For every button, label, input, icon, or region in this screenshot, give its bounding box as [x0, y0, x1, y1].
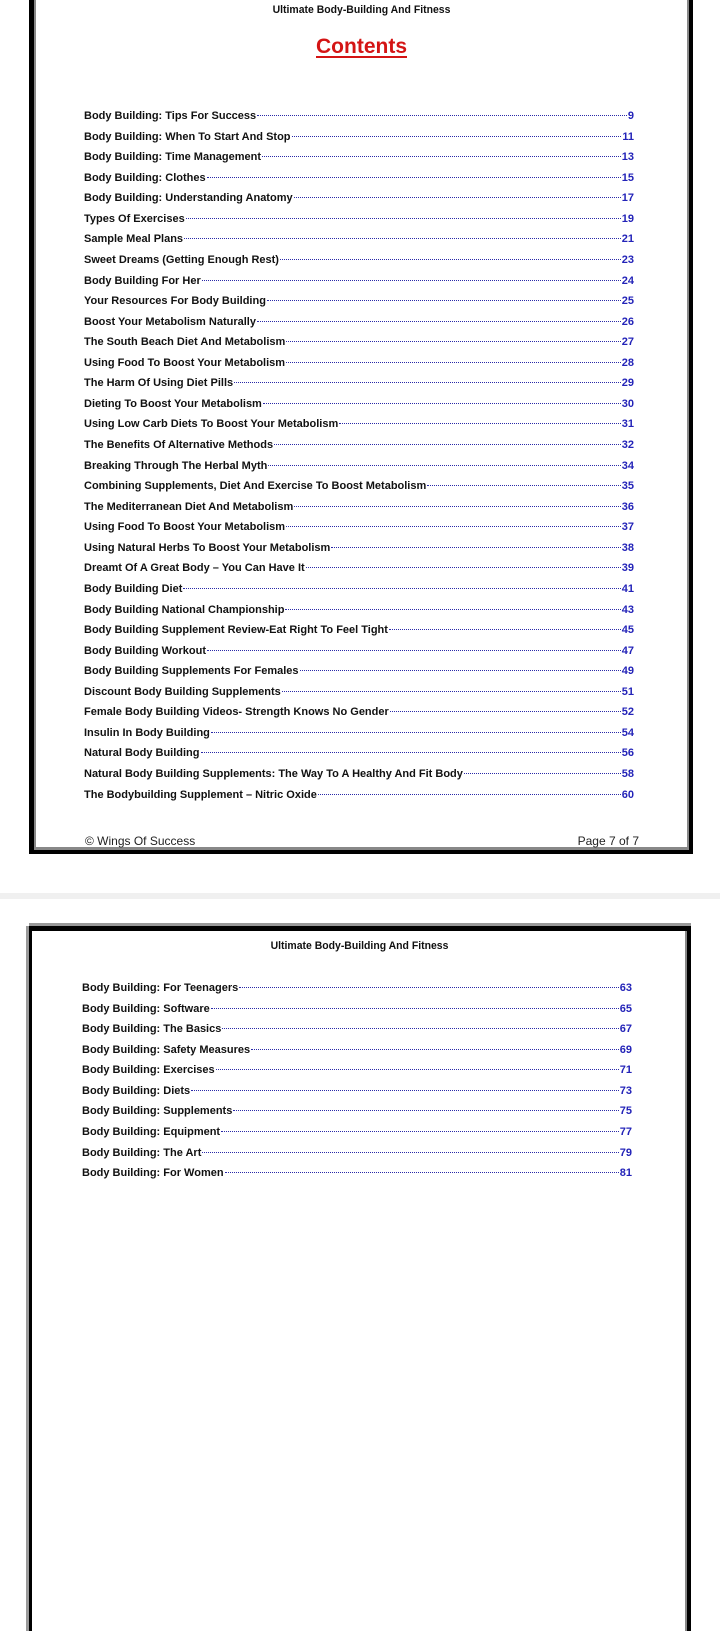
toc-entry-page[interactable]: 51	[621, 685, 634, 698]
toc-entry-title: Breaking Through The Herbal Myth	[84, 459, 268, 472]
toc-entry-title: Body Building: Safety Measures	[82, 1043, 251, 1056]
dot-leader	[285, 609, 620, 610]
toc-entry-title: Body Building: Equipment	[82, 1125, 221, 1138]
toc-entry[interactable]	[84, 661, 634, 682]
dot-leader	[184, 238, 621, 239]
toc-entry[interactable]	[84, 723, 634, 744]
toc-entry[interactable]	[84, 702, 634, 723]
toc-entry-page[interactable]: 30	[621, 397, 634, 410]
dot-leader	[225, 1172, 619, 1173]
toc-entry-title: Using Food To Boost Your Metabolism	[84, 356, 286, 369]
toc-entry-title: Body Building National Championship	[84, 603, 285, 616]
dot-leader	[339, 423, 621, 424]
toc-entry[interactable]	[84, 785, 634, 806]
toc-entry[interactable]	[82, 1163, 632, 1184]
toc-entry-page[interactable]: 13	[621, 151, 634, 164]
dot-leader	[274, 444, 621, 445]
toc-entry-title: Natural Body Building Supplements: The Way To A Healthy And Fit Body	[84, 768, 463, 780]
toc-entry-page[interactable]: 73	[619, 1084, 632, 1097]
dot-leader	[222, 1028, 618, 1029]
dot-leader	[306, 567, 621, 568]
dot-leader	[183, 588, 620, 589]
toc-entry-page[interactable]: 63	[619, 982, 632, 994]
toc-entry-title: Sample Meal Plans	[84, 233, 184, 246]
toc-entry[interactable]	[82, 1122, 632, 1143]
toc-entry-title: Body Building: When To Start And Stop	[84, 130, 291, 143]
toc-entry[interactable]	[84, 250, 634, 271]
dot-leader	[207, 177, 621, 178]
table-of-contents-continued	[82, 978, 632, 1184]
toc-entry-page[interactable]: 21	[621, 233, 634, 246]
toc-entry-page[interactable]: 47	[621, 644, 634, 657]
dot-leader	[427, 485, 620, 486]
document-page-8	[29, 926, 691, 1631]
toc-entry-page[interactable]: 17	[621, 192, 634, 205]
toc-entry[interactable]	[84, 209, 634, 230]
dot-leader	[318, 794, 621, 795]
dot-leader	[257, 321, 621, 322]
toc-entry[interactable]	[82, 1081, 632, 1102]
toc-entry-page[interactable]: 54	[621, 726, 634, 739]
dot-leader	[251, 1049, 619, 1050]
toc-entry-title: Body Building: Tips For Success	[84, 110, 257, 122]
dot-leader	[239, 987, 618, 988]
toc-entry-page[interactable]: 58	[621, 768, 634, 780]
toc-entry[interactable]	[84, 435, 634, 456]
toc-entry-title: Sweet Dreams (Getting Enough Rest)	[84, 253, 279, 266]
toc-entry-title: Using Natural Herbs To Boost Your Metabolism	[84, 541, 331, 554]
toc-entry-page[interactable]: 26	[621, 315, 634, 328]
dot-leader	[390, 711, 621, 712]
toc-entry-title: Dieting To Boost Your Metabolism	[84, 397, 262, 410]
toc-entry-title: The Bodybuilding Supplement – Nitric Oxide	[84, 788, 317, 801]
toc-entry-page[interactable]: 9	[627, 110, 634, 122]
toc-entry-page[interactable]: 37	[621, 521, 634, 534]
toc-entry-page[interactable]: 79	[619, 1146, 632, 1159]
dot-leader	[267, 300, 621, 301]
dot-leader	[216, 1069, 619, 1070]
dot-leader	[268, 465, 620, 466]
toc-entry-title: Dreamt Of A Great Body – You Can Have It	[84, 562, 305, 575]
toc-entry-title: Body Building: The Art	[82, 1146, 202, 1159]
toc-entry[interactable]	[84, 682, 634, 703]
toc-entry-page[interactable]: 56	[621, 747, 634, 760]
toc-entry-title: Body Building: The Basics	[82, 1023, 222, 1036]
toc-entry-page[interactable]: 49	[621, 665, 634, 678]
toc-entry-page[interactable]: 36	[621, 500, 634, 513]
toc-entry[interactable]	[84, 538, 634, 559]
dot-leader	[389, 629, 621, 630]
toc-entry-title: Body Building: Clothes	[84, 171, 206, 184]
table-of-contents	[84, 106, 634, 805]
dot-leader	[221, 1131, 619, 1132]
running-header: Ultimate Body-Building And Fitness	[270, 940, 449, 952]
toc-entry-title: Body Building: Understanding Anatomy	[84, 192, 293, 205]
toc-entry-title: Body Building: Diets	[82, 1084, 191, 1097]
toc-entry[interactable]	[84, 291, 634, 312]
toc-entry-title: Body Building Supplements For Females	[84, 665, 299, 678]
dot-leader	[201, 752, 621, 753]
toc-entry-title: Boost Your Metabolism Naturally	[84, 315, 256, 328]
dot-leader	[191, 1090, 619, 1091]
dot-leader	[282, 691, 621, 692]
dot-leader	[300, 670, 621, 671]
dot-leader	[294, 506, 621, 507]
footer-copyright: © Wings Of Success	[85, 834, 196, 848]
toc-entry[interactable]	[84, 168, 634, 189]
toc-entry[interactable]	[84, 641, 634, 662]
dot-leader	[280, 259, 621, 260]
toc-entry-title: Your Resources For Body Building	[84, 295, 266, 308]
toc-entry-page[interactable]: 69	[619, 1043, 632, 1056]
dot-leader	[233, 1110, 618, 1111]
document-page-7	[29, 0, 693, 854]
toc-entry-title: The Mediterranean Diet And Metabolism	[84, 500, 294, 513]
toc-entry-title: Using Food To Boost Your Metabolism	[84, 521, 286, 534]
toc-entry-page[interactable]: 60	[621, 788, 634, 801]
toc-entry[interactable]	[82, 1101, 632, 1122]
toc-entry-page[interactable]: 28	[621, 356, 634, 369]
toc-entry[interactable]	[84, 743, 634, 764]
toc-entry-title: Using Low Carb Diets To Boost Your Metabolism	[84, 418, 339, 431]
toc-entry-page[interactable]: 15	[621, 171, 634, 184]
toc-entry[interactable]	[84, 229, 634, 250]
running-header: Ultimate Body-Building And Fitness	[272, 4, 451, 16]
dot-leader	[286, 526, 621, 527]
toc-entry-page[interactable]: 19	[621, 212, 634, 225]
toc-entry[interactable]	[84, 497, 634, 518]
toc-entry-title: Natural Body Building	[84, 747, 200, 760]
dot-leader	[294, 197, 621, 198]
toc-entry-page[interactable]: 67	[619, 1023, 632, 1036]
toc-entry-page[interactable]: 77	[619, 1125, 632, 1138]
toc-entry-page[interactable]: 65	[619, 1002, 632, 1015]
toc-entry[interactable]	[84, 353, 634, 374]
dot-leader	[186, 218, 621, 219]
dot-leader	[234, 382, 621, 383]
toc-entry-page[interactable]: 27	[621, 336, 634, 349]
toc-entry-page[interactable]: 38	[621, 541, 634, 554]
toc-entry-page[interactable]: 75	[619, 1105, 632, 1118]
dot-leader	[292, 136, 622, 137]
dot-leader	[286, 362, 621, 363]
toc-entry-title: Body Building Diet	[84, 582, 183, 595]
page-separator	[0, 893, 720, 899]
toc-entry-title: Body Building: For Women	[82, 1167, 224, 1180]
toc-entry[interactable]	[84, 517, 634, 538]
toc-entry[interactable]	[84, 332, 634, 353]
toc-entry[interactable]	[84, 414, 634, 435]
toc-entry-page[interactable]: 29	[621, 377, 634, 390]
toc-entry-title: Insulin In Body Building	[84, 726, 210, 739]
toc-entry-page[interactable]: 45	[621, 624, 634, 637]
toc-entry-title: The Benefits Of Alternative Methods	[84, 439, 274, 451]
toc-entry-page[interactable]: 71	[619, 1064, 632, 1077]
toc-entry[interactable]	[82, 1019, 632, 1040]
toc-entry-page[interactable]: 52	[621, 706, 634, 719]
toc-entry-page[interactable]: 32	[621, 439, 634, 451]
toc-entry[interactable]	[84, 620, 634, 641]
toc-entry-title: Types Of Exercises	[84, 212, 185, 225]
toc-entry-page[interactable]: 35	[621, 480, 634, 493]
toc-entry-page[interactable]: 81	[619, 1167, 632, 1180]
dot-leader	[257, 115, 627, 116]
toc-entry-page[interactable]: 31	[621, 418, 634, 431]
toc-entry[interactable]	[84, 558, 634, 579]
toc-entry[interactable]	[84, 106, 634, 127]
dot-leader	[211, 1008, 619, 1009]
toc-entry[interactable]	[82, 978, 632, 999]
toc-entry-title: Body Building: Time Management	[84, 151, 262, 164]
toc-entry[interactable]	[84, 764, 634, 785]
toc-entry[interactable]	[84, 271, 634, 292]
toc-entry-title: Body Building: For Teenagers	[82, 982, 239, 994]
toc-entry-title: Female Body Building Videos- Strength Knows No Gender	[84, 706, 389, 719]
dot-leader	[202, 280, 621, 281]
toc-entry-title: Body Building: Software	[82, 1002, 210, 1015]
toc-entry-title: Combining Supplements, Diet And Exercise To Boost Metabolism	[84, 480, 427, 493]
toc-entry-title: The Harm Of Using Diet Pills	[84, 377, 234, 390]
toc-entry[interactable]	[82, 1040, 632, 1061]
toc-entry-title: Body Building: Exercises	[82, 1064, 215, 1077]
toc-entry-title: Body Building: Supplements	[82, 1105, 233, 1118]
toc-entry-title: Body Building For Her	[84, 274, 201, 287]
dot-leader	[331, 547, 620, 548]
toc-entry-title: Discount Body Building Supplements	[84, 685, 281, 698]
toc-entry-page[interactable]: 25	[621, 295, 634, 308]
dot-leader	[263, 403, 621, 404]
toc-entry[interactable]	[84, 188, 634, 209]
dot-leader	[202, 1152, 618, 1153]
toc-entry[interactable]	[84, 579, 634, 600]
toc-entry-page[interactable]: 39	[621, 562, 634, 575]
toc-entry[interactable]	[84, 373, 634, 394]
toc-entry-title: The South Beach Diet And Metabolism	[84, 336, 286, 349]
contents-heading: Contents	[316, 35, 407, 58]
toc-entry-page[interactable]: 24	[621, 274, 634, 287]
toc-entry[interactable]	[82, 999, 632, 1020]
toc-entry-title: Body Building Supplement Review-Eat Right To Feel Tight	[84, 624, 388, 637]
toc-entry[interactable]	[82, 1143, 632, 1164]
footer-page-number: Page 7 of 7	[577, 834, 639, 848]
toc-entry-title: Body Building Workout	[84, 644, 207, 657]
dot-leader	[207, 650, 621, 651]
dot-leader	[464, 773, 621, 774]
toc-entry-page[interactable]: 23	[621, 253, 634, 266]
dot-leader	[211, 732, 621, 733]
toc-entry[interactable]	[84, 312, 634, 333]
toc-entry[interactable]	[84, 394, 634, 415]
toc-entry[interactable]	[84, 147, 634, 168]
toc-entry[interactable]	[84, 476, 634, 497]
toc-entry[interactable]	[84, 600, 634, 621]
toc-entry-page[interactable]: 43	[621, 603, 634, 616]
toc-entry-page[interactable]: 34	[621, 459, 634, 472]
toc-entry[interactable]	[84, 127, 634, 148]
toc-entry[interactable]	[84, 456, 634, 477]
toc-entry[interactable]	[82, 1060, 632, 1081]
toc-entry-page[interactable]: 11	[622, 130, 634, 143]
dot-leader	[286, 341, 620, 342]
toc-entry-page[interactable]: 41	[621, 582, 634, 595]
dot-leader	[262, 156, 621, 157]
